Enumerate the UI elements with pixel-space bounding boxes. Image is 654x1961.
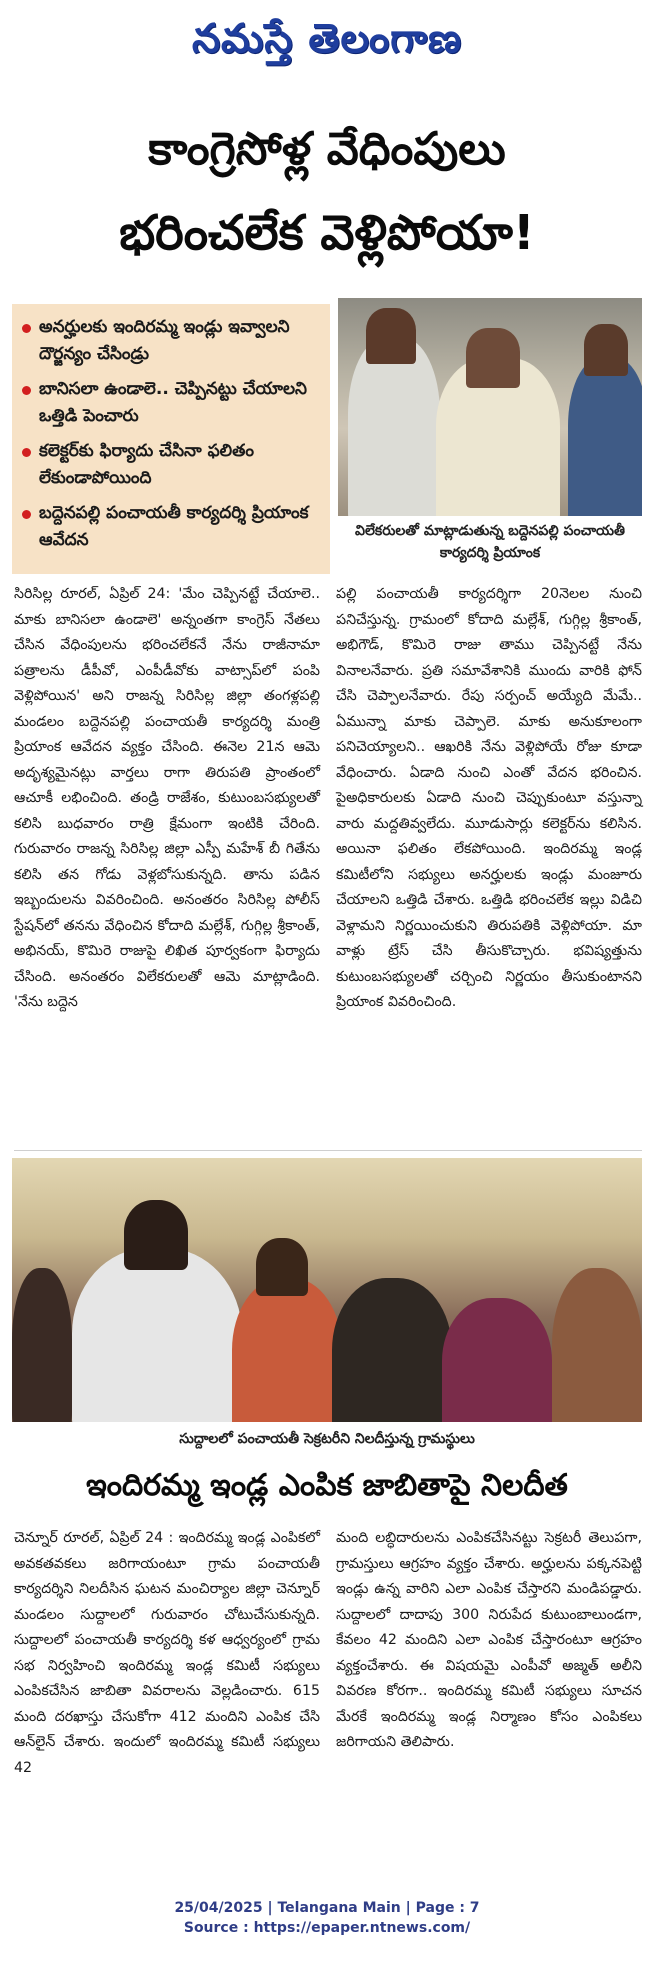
highlights-box bbox=[12, 304, 330, 574]
highlight-item bbox=[22, 500, 320, 554]
bullet-icon bbox=[22, 448, 31, 457]
news-photo-villagers bbox=[12, 1158, 642, 1422]
photo-caption: సుద్దాలలో పంచాయతీ సెక్రటరీని నిలదీస్తున్న గ్రామస్థులు bbox=[179, 1431, 475, 1447]
secondary-headline: ఇందిరమ్మ ఇండ్ల ఎంపిక జాబితాపై నిలదీత bbox=[86, 1468, 568, 1503]
story-column-left: సిరిసిల్ల రూరల్, ఏప్రిల్ 24: 'మేం చెప్పినట్టే చేయాలె.. మాకు బానిసలా ఉండాలె' అన్నంతగా కాంగ్రెస్ నేతలు చేసిన వేధింపులను భరించలేకనే నేను రాజీనామా పత్రాలను డీపీవో, ఎంపీడీవోకు వాట్సాప్‌లో పంపి వెళ్లిపోయిన' అని రాజన్న సిరిసిల్ల జిల్లా తంగళ్లపల్లి మండలం బద్దెనపల్లి పంచాయతీ కార్యదర్శి మంత్రి ప్రియాంక ఆవేదన వ్యక్తం చేసింది. ఈనెల 21న ఆమె అదృశ్యమైనట్లు వార్తలు రాగా తిరుపతి ప్రాంతంలో ఆచూకీ లభించింది. తండ్రి రాజేశం, కుటుంబసభ్యులతో కలిసి బుధవారం రాత్రి క్షేమంగా ఇంటికి చేరింది. గురువారం రాజన్న సిరిసిల్ల జిల్లా ఎస్పీ మహేశ్ బీ గితేను కలిసి తన గోడు వెళ్లబోసుకున్నది. తాను పడిన ఇబ్బందులను వివరించింది. అనంతరం సిరిసిల్ల పోలీస్ స్టేషన్‌లో తనను వేధించిన కోదాది మల్లేశ్, గుగ్గిల్ల శ్రీకాంత్, అభినయ్, కొమిరె రాజుపై లిఖిత పూర్వకంగా ఫిర్యాదు చేసింది. అనంతరం విలేకరులతో ఆమె మాట్లాడింది. 'నేను బద్దెన bbox=[14, 586, 320, 1010]
masthead: నమస్తే తెలంగాణ bbox=[191, 15, 463, 62]
footer-source: Source : https://epaper.ntnews.com/ bbox=[183, 1920, 471, 1936]
headline-line-2: భరించలేక వెళ్లిపోయా! bbox=[119, 205, 535, 261]
highlight-text: కలెక్టర్‌కు ఫిర్యాదు చేసినా ఫలితం లేకుండాపోయింది bbox=[39, 441, 254, 488]
highlight-item bbox=[22, 314, 320, 368]
photo-caption: విలేకరులతో మాట్లాడుతున్న బద్దెనపల్లి పంచాయతీ కార్యదర్శి ప్రియాంక bbox=[355, 523, 625, 561]
page-footer bbox=[0, 1898, 654, 1938]
highlight-text: బానిసలా ఉండాలె.. చెప్పినట్టు చేయాలని ఒత్తిడి పెంచారు bbox=[39, 379, 307, 426]
highlight-text: అనర్హులకు ఇందిరమ్మ ఇండ్లు ఇవ్వాలని దౌర్జన్యం చేసిండ్రు bbox=[39, 317, 290, 364]
news-photo-secretary bbox=[338, 298, 642, 516]
story2-column-left: చెన్నూర్ రూరల్, ఏప్రిల్ 24 : ఇందిరమ్మ ఇండ్ల ఎంపికలో అవకతవకలు జరిగాయంటూ గ్రామ పంచాయతీ కార్యదర్శిని నిలదీసిన ఘటన మంచిర్యాల జిల్లా చెన్నూర్ మండలం సుద్దాలలో గురువారం చోటుచేసుకున్నది. సుద్దాలలో పంచాయతీ కార్యదర్శి కళ ఆధ్వర్యంలో గ్రామ సభ నిర్వహించి ఇందిరమ్మ ఇండ్ల కమిటీ సభ్యులు ఎంపికచేసిన జాబితా వివరాలను వెల్లడించారు. 615 మంది దరఖాస్తు చేసుకోగా 412 మందిని ఎంపిక చేసి ఆన్‌లైన్ చేశారు. ఇందులో ఇందిరమ్మ కమిటీ సభ్యులు 42 bbox=[14, 1530, 320, 1776]
bullet-icon bbox=[22, 386, 31, 395]
story-column-right: పల్లి పంచాయతీ కార్యదర్శిగా 20నెలల నుంచి పనిచేస్తున్న. గ్రామంలో కోదాది మల్లేశ్, గుగ్గిల్ల శ్రీకాంత్, అభిగౌడ్, కొమిరె రాజు తాము చెప్పినట్టే నేను వినాలనేవారు. ప్రతి సమావేశానికి ముందు వారికి ఫోన్ చేసి చెప్పాలనేవారు. రేపు సర్పంచ్ అయ్యేది మేమే.. ఏమున్నా మాకు చెప్పాలె. మాకు అనుకూలంగా పనిచెయ్యాలని.. ఆఖరికి నేను వెళ్లిపోయే రోజు కూడా వేధించారు. ఏడాది నుంచి ఎంతో వేదన భరించిన. పైఅధికారులకు ఏడాది నుంచి చెప్పుకుంటూ వస్తున్నా వారు మద్దతివ్వలేదు. మూడుసార్లు కలెక్టర్‌ను కలిసిన. అయినా ఫలితం లేకపోయింది. ఇందిరమ్మ ఇండ్ల కమిటీలోని సభ్యులు అనర్హులకు ఇండ్లు మంజూరు చేయాలని ఒత్తిడి చేశారు. ఒత్తిడి భరించలేక ఇల్లు విడిచి వెళ్లామని నిర్ణయించుకుని తిరుపతికి వెళ్లిపోయా. మా వాళ్లు ట్రేస్ చేసి తీసుకొచ్చారు. భవిష్యత్తును కుటుంబసభ్యులతో చర్చించి నిర్ణయం తీసుకుంటానని ప్రియాంక వివరించింది. bbox=[336, 586, 642, 1010]
story2-column-right: మంది లబ్ధిదారులను ఎంపికచేసినట్టు సెక్రటరీ తెలుపగా, గ్రామస్తులు ఆగ్రహం వ్యక్తం చేశారు. అర్హులను పక్కనపెట్టి ఇండ్లు ఉన్న వారిని ఎలా ఎంపిక చేస్తారని మండిపడ్డారు. సుద్దాలలో దాదాపు 300 నిరుపేద కుటుంబాలుండగా, కేవలం 42 మందిని ఎలా ఎంపిక చేస్తారంటూ ఆగ్రహం వ్యక్తంచేశారు. ఈ విషయమై ఎంపీవో అజ్మత్ అలీని వివరణ కోరగా.. ఇందిరమ్మ కమిటీ సభ్యులు సూచన మేరకే ఇందిరమ్మ ఇండ్ల నిర్మాణం కోసం ఎంపికలు జరిగాయని తెలిపారు. bbox=[336, 1530, 642, 1750]
footer-date-page: 25/04/2025 | Telangana Main | Page : 7 bbox=[174, 1900, 480, 1916]
highlight-text: బద్దెనపల్లి పంచాయతీ కార్యదర్శి ప్రియాంక ఆవేదన bbox=[39, 503, 309, 550]
bullet-icon bbox=[22, 510, 31, 519]
divider bbox=[14, 1150, 642, 1151]
highlight-item bbox=[22, 376, 320, 430]
bullet-icon bbox=[22, 324, 31, 333]
highlight-item bbox=[22, 438, 320, 492]
headline-line-1: కాంగ్రెసోళ్ల వేధింపులు bbox=[148, 122, 506, 175]
